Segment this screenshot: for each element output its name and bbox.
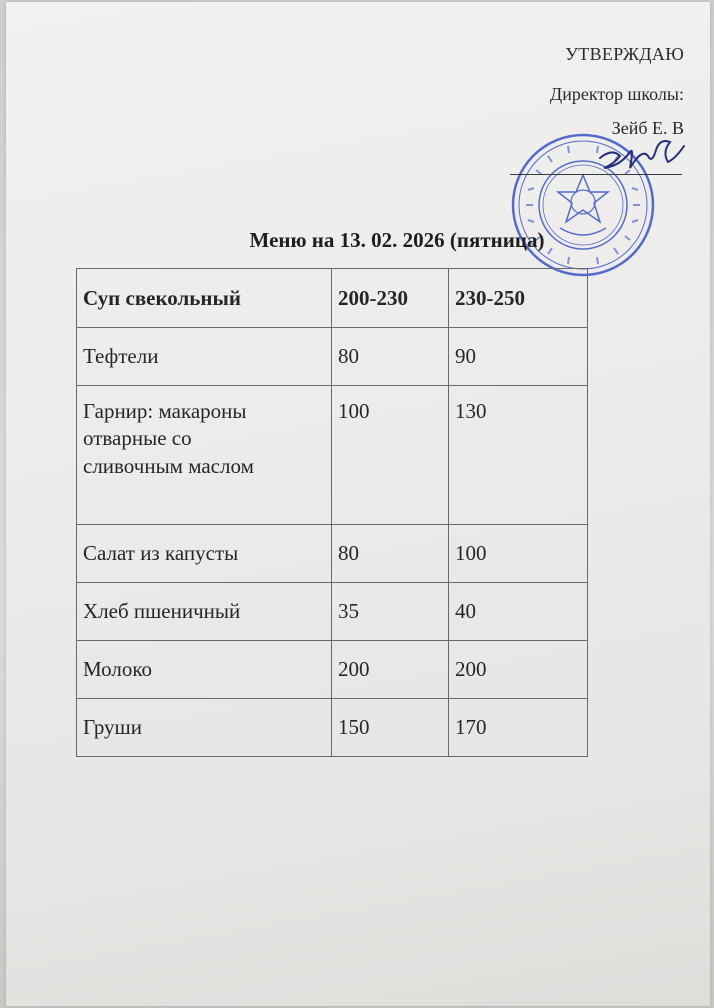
dish-cell xyxy=(77,386,332,525)
approver-name: Зейб Е. В xyxy=(611,118,684,138)
approve-heading: УТВЕРЖДАЮ xyxy=(565,44,684,64)
menu-title: Меню на 13. 02. 2026 (пятница) xyxy=(249,228,545,252)
signature-icon xyxy=(590,128,690,188)
table-row xyxy=(77,583,588,641)
menu-table xyxy=(76,268,588,757)
dish-cell: Груши xyxy=(77,699,332,757)
dish-cell: Молоко xyxy=(77,641,332,699)
portion-small-cell: 150 xyxy=(332,699,449,757)
dish-cell: Тефтели xyxy=(77,328,332,386)
portion-large-cell: 40 xyxy=(449,583,588,641)
table-row xyxy=(77,386,588,525)
dish-cell: Салат из капусты xyxy=(77,525,332,583)
table-row xyxy=(77,525,588,583)
portion-small-cell: 200-230 xyxy=(332,269,449,328)
portion-large-cell: 200 xyxy=(449,641,588,699)
table-row xyxy=(77,641,588,699)
dish-line: отварные со xyxy=(83,426,192,451)
approver-role: Директор школы: xyxy=(549,84,684,104)
table-row xyxy=(77,699,588,757)
portion-large-cell: 230-250 xyxy=(449,269,588,328)
portion-small-cell: 200 xyxy=(332,641,449,699)
table-row xyxy=(77,269,588,328)
portion-large-cell: 170 xyxy=(449,699,588,757)
portion-large-cell: 90 xyxy=(449,328,588,386)
dish-line: сливочным маслом xyxy=(83,453,254,478)
portion-large-cell: 130 xyxy=(449,386,588,525)
dish-cell: Хлеб пшеничный xyxy=(77,583,332,641)
dish-line: Гарнир: макароны xyxy=(83,399,247,423)
table-row xyxy=(77,328,588,386)
portion-small-cell: 80 xyxy=(332,525,449,583)
dish-cell: Суп свекольный xyxy=(77,269,332,328)
portion-small-cell: 35 xyxy=(332,583,449,641)
portion-small-cell: 100 xyxy=(332,386,449,525)
portion-small-cell: 80 xyxy=(332,328,449,386)
portion-large-cell: 100 xyxy=(449,525,588,583)
